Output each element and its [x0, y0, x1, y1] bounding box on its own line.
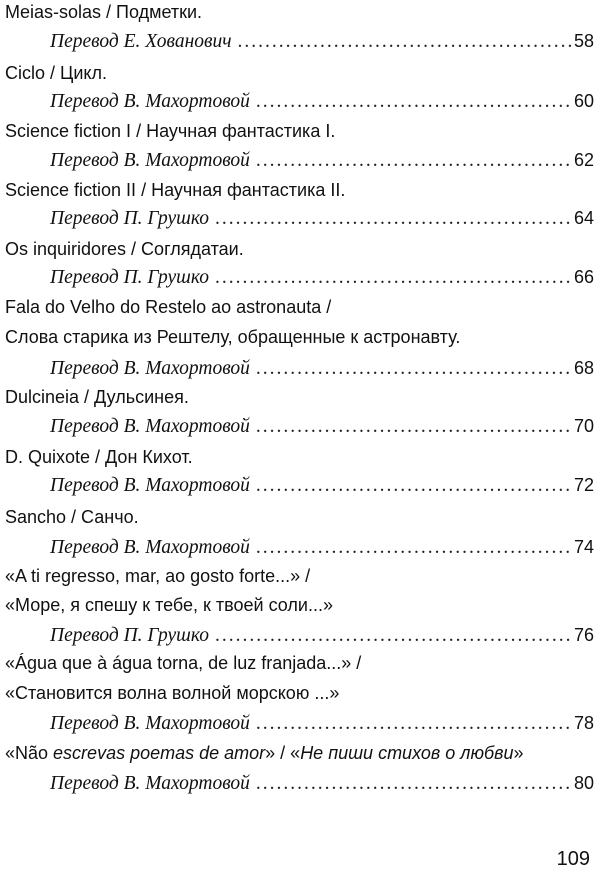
- page-number: 72: [573, 475, 594, 495]
- translator: Перевод Е. Хованович: [50, 31, 232, 52]
- entry-title-line: «Água que à água torna, de luz franjada...» /: [5, 653, 362, 673]
- page-number: 78: [573, 713, 594, 733]
- entry-translator-line: [50, 265, 594, 290]
- page-number: 80: [573, 773, 594, 793]
- folio-page-number: 109: [556, 848, 590, 870]
- leader-dots: [215, 624, 572, 648]
- translator: Перевод В. Махортовой: [50, 773, 250, 794]
- entry-title: Dulcineia / Дульсинея.: [5, 387, 189, 407]
- entry-translator-line: [50, 206, 594, 231]
- entry-title: D. Quixote / Дон Кихот.: [5, 447, 193, 467]
- page-number: 76: [573, 625, 594, 645]
- page-number: 66: [573, 267, 594, 287]
- entry-title-line: «Становится волна волной морскою ...»: [5, 683, 340, 703]
- entry-translator-line: [50, 623, 594, 648]
- leader-dots: [256, 149, 572, 173]
- entry-translator-line: [50, 711, 594, 736]
- leader-dots: [256, 90, 572, 114]
- page-number: 58: [573, 31, 594, 51]
- title-separator: » / «: [265, 743, 301, 763]
- entry-title-line: «A ti regresso, mar, ao gosto forte...» /: [5, 566, 311, 586]
- leader-dots: [256, 536, 572, 560]
- leader-dots: [256, 357, 572, 381]
- leader-dots: [215, 207, 572, 231]
- entry-title-line: «Море, я спешу к тебе, к твоей соли...»: [5, 595, 333, 615]
- entry-title: Science fiction I / Научная фантастика I.: [5, 121, 336, 141]
- leader-dots: [256, 712, 572, 736]
- entry-translator-line: [50, 473, 594, 498]
- title-portuguese: escrevas poemas de amor: [53, 743, 266, 763]
- entry-title: Meias-solas / Подметки.: [5, 2, 203, 22]
- leader-dots: [256, 415, 572, 439]
- leader-dots: [256, 474, 572, 498]
- page-number: 74: [573, 537, 594, 557]
- page-number: 70: [573, 416, 594, 436]
- entry-title: Os inquiridores / Соглядатаи.: [5, 239, 244, 259]
- entry-title-line: Fala do Velho do Restelo ao astronauta /: [5, 297, 332, 317]
- translator: Перевод В. Махортовой: [50, 358, 250, 379]
- translator: Перевод В. Махортовой: [50, 150, 250, 171]
- translator: Перевод П. Грушко: [50, 625, 209, 646]
- entry-title: Ciclo / Цикл.: [5, 63, 107, 83]
- translator: Перевод В. Махортовой: [50, 537, 250, 558]
- translator: Перевод В. Махортовой: [50, 475, 250, 496]
- page-number: 60: [573, 91, 594, 111]
- entry-translator-line: [50, 29, 594, 54]
- leader-dots: [215, 266, 572, 290]
- page-number: 68: [573, 358, 594, 378]
- entry-translator-line: [50, 148, 594, 173]
- page-number: 64: [573, 208, 594, 228]
- translator: Перевод В. Махортовой: [50, 416, 250, 437]
- translator: Перевод В. Махортовой: [50, 713, 250, 734]
- leader-dots: [256, 772, 572, 796]
- page-number: 62: [573, 150, 594, 170]
- entry-translator-line: [50, 356, 594, 381]
- entry-title: Sancho / Санчо.: [5, 507, 139, 527]
- entry-translator-line: [50, 89, 594, 114]
- quote-open: «Não: [5, 743, 49, 763]
- entry-translator-line: [50, 414, 594, 439]
- leader-dots: [238, 30, 572, 54]
- translator: Перевод П. Грушко: [50, 208, 209, 229]
- title-russian: Не пиши стихов о любви: [300, 743, 514, 763]
- entry-translator-line: [50, 535, 594, 560]
- entry-title: [5, 741, 594, 765]
- quote-close: »: [513, 743, 524, 763]
- entry-translator-line: [50, 771, 594, 796]
- entry-title-line: Слова старика из Рештелу, обращенные к астронавту.: [5, 327, 461, 347]
- entry-title: Science fiction II / Научная фантастика II.: [5, 180, 346, 200]
- translator: Перевод В. Махортовой: [50, 91, 250, 112]
- translator: Перевод П. Грушко: [50, 267, 209, 288]
